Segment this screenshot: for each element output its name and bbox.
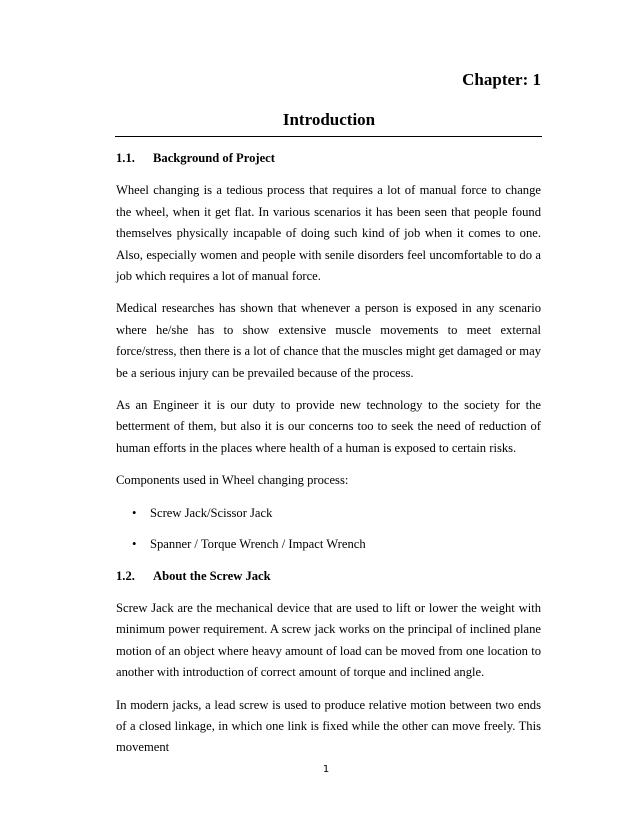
components-list <box>116 503 541 556</box>
title-divider <box>115 136 542 137</box>
list-item <box>116 503 541 524</box>
chapter-label: Chapter: 1 <box>462 70 541 89</box>
page-title: Introduction <box>282 110 376 129</box>
page-number: 1 <box>322 764 330 775</box>
section-heading-screw-jack <box>116 566 541 587</box>
paragraph-wheel-changing: Wheel changing is a tedious process that requires a lot of manual force to change the wheel, when it get flat. In various scenarios it has been seen that people found themselves physically incapable of doing such kind of job when it comes to one. Also, especially women and people with senile disorders feel uncomfortable to do a job which requires a lot of manual force. <box>116 183 541 284</box>
paragraph-medical-research: Medical researches has shown that whenever a person is exposed in any scenario where he/she has to show extensive muscle movements to meet external force/stress, then there is a lot of chance that the muscles might get damaged or may be a serious injury can be prevailed because of the process. <box>116 301 541 380</box>
section-title: About the Screw Jack <box>153 568 271 583</box>
section-number: 1.1. <box>116 151 135 165</box>
paragraph-modern-jacks: In modern jacks, a lead screw is used to produce relative motion between two ends of a closed linkage, in which one link is fixed while the other can move freely. This movement <box>116 697 541 755</box>
section-title: Background of Project <box>153 151 275 165</box>
paragraph-components-intro: Components used in Wheel changing process: <box>116 473 349 488</box>
section-heading-background <box>116 148 541 169</box>
list-item-text: Spanner / Torque Wrench / Impact Wrench <box>150 537 366 552</box>
paragraph-engineer-duty: As an Engineer it is our duty to provide new technology to the society for the betterment of them, but also it is our concerns too to seek the need of reduction of human efforts in the places where health of a human is exposed to certain risks. <box>116 398 541 455</box>
bullet-icon: • <box>132 537 137 552</box>
bullet-icon: • <box>132 505 137 520</box>
section-number: 1.2. <box>116 568 135 583</box>
document-body <box>116 148 541 770</box>
list-item-text: Screw Jack/Scissor Jack <box>150 505 273 520</box>
list-item <box>116 534 541 555</box>
paragraph-screw-jack: Screw Jack are the mechanical device that are used to lift or lower the weight with minimum power requirement. A screw jack works on the principal of inclined plane motion of an object where heavy amount of load can be moved from one location to another with introduction of correct amount of torque and inclined angle. <box>116 600 541 680</box>
